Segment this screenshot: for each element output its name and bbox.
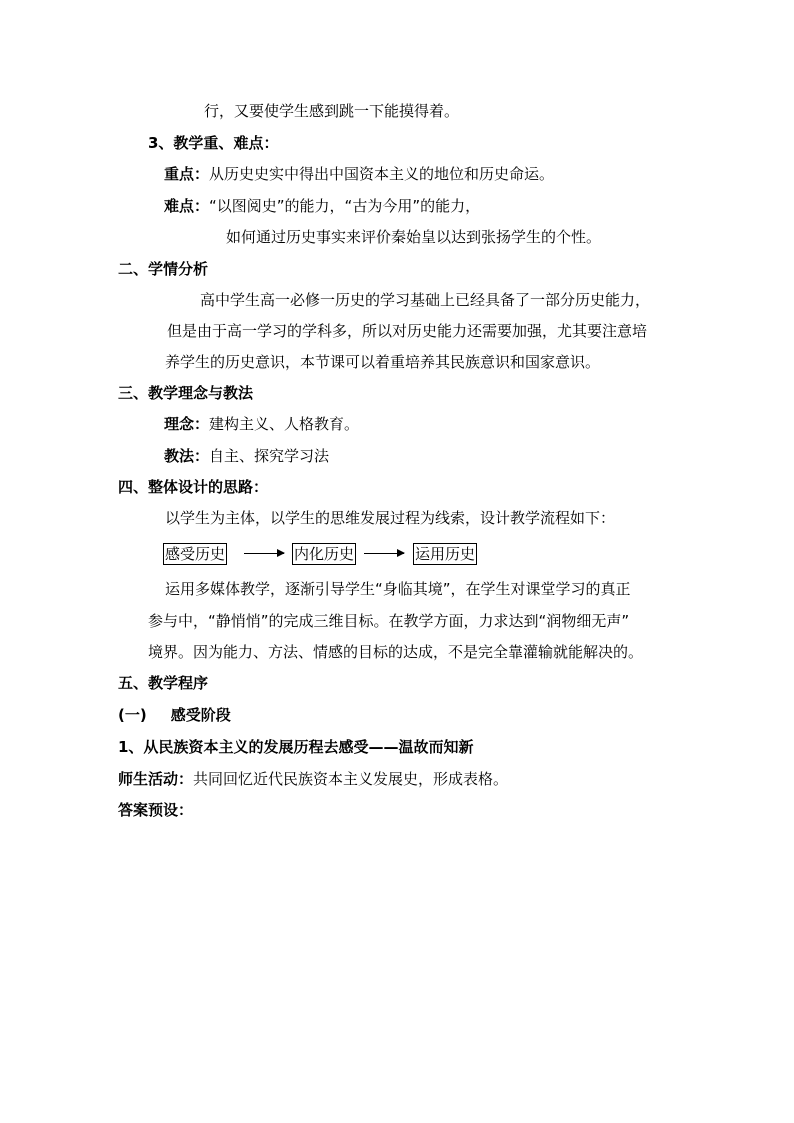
activity-row: [118, 769, 508, 789]
method-label: 教法：: [164, 447, 210, 465]
key-point-row: [164, 164, 554, 184]
flow-box-internalize-history: 内化历史: [294, 545, 355, 563]
flow-arrow-2: [364, 553, 404, 554]
flow-box-feel-history: 感受历史: [165, 545, 226, 563]
difficulty-label: 难点：: [164, 197, 210, 215]
section-heading-design: 四、整体设计的思路：: [118, 478, 269, 496]
stage-1-title: 感受阶段: [170, 706, 231, 724]
difficulty-row: [164, 196, 480, 216]
difficulty-text-continued: 如何通过历史事实来评价秦始皇以达到张扬学生的个性。: [226, 228, 602, 246]
concept-row: [164, 414, 359, 434]
method-row: [164, 446, 329, 466]
design-line: 以学生为主体，以学生的思维发展过程为线索，设计教学流程如下：: [165, 509, 616, 527]
concept-label: 理念：: [164, 415, 210, 433]
difficulty-text: “以图阅史”的能力，“古为今用”的能力，: [209, 197, 481, 215]
analysis-line-3: 养学生的历史意识，本节课可以着重培养其民族意识和国家意识。: [165, 353, 601, 371]
section-heading-teaching-concept: 三、教学理念与教法: [118, 384, 254, 402]
analysis-line-2: 但是由于高一学习的学科多，所以对历史能力还需要加强，尤其要注意培: [167, 322, 648, 340]
intro-line: 行，又要使学生感到跳一下能摸得着。: [204, 102, 460, 120]
analysis-line-1: 高中学生高一必修一历史的学习基础上已经具备了一部分历史能力，: [200, 291, 651, 309]
media-line-3: 境界。因为能力、方法、情感的目标的达成，不是完全靠灌输就能解决的。: [148, 643, 644, 661]
item-1-heading: 1、从民族资本主义的发展历程去感受——温故而知新: [118, 738, 474, 756]
section-heading-student-analysis: 二、学情分析: [118, 260, 209, 278]
activity-text: 共同回忆近代民族资本主义发展史，形成表格。: [193, 770, 509, 788]
media-line-2: 参与中，“静悄悄”的完成三维目标。在教学方面，力求达到“润物细无声”: [148, 612, 630, 630]
section-heading-procedure: 五、教学程序: [118, 674, 209, 692]
flow-box-apply-history: 运用历史: [415, 545, 476, 563]
method-text: 自主、探究学习法: [209, 447, 330, 465]
key-point-text: 从历史史实中得出中国资本主义的地位和历史命运。: [209, 165, 555, 183]
flow-arrow-1: [244, 553, 284, 554]
section-heading-key-points: 3、教学重、难点：: [148, 134, 279, 152]
activity-label: 师生活动：: [118, 770, 194, 788]
key-point-label: 重点：: [164, 165, 210, 183]
concept-text: 建构主义、人格教育。: [209, 415, 360, 433]
stage-1-number: (一): [118, 706, 147, 724]
answer-label: 答案预设：: [118, 801, 194, 819]
media-line-1: 运用多媒体教学，逐渐引导学生“身临其境”，在学生对课堂学习的真正: [165, 580, 631, 598]
stage-1-row: [118, 705, 231, 725]
